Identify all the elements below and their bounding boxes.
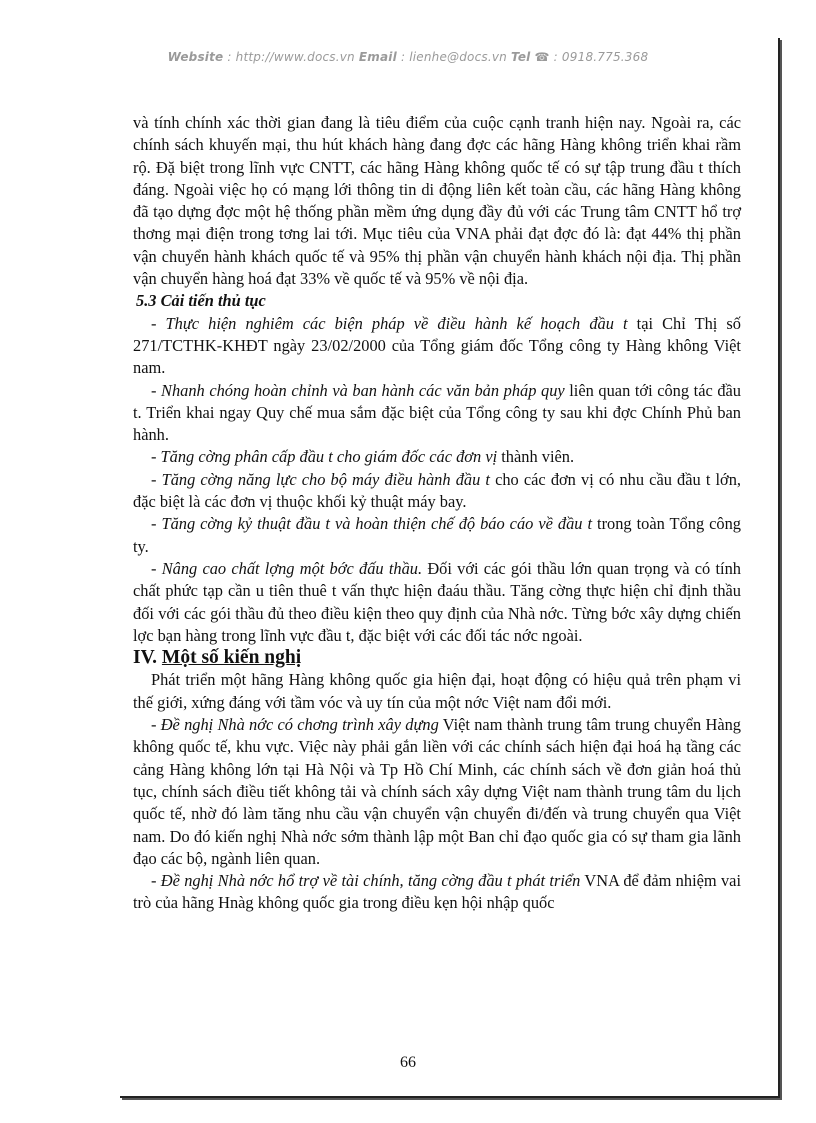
list-item (133, 558, 741, 647)
section-iv-title: Một số kiến nghị (161, 647, 302, 669)
list-item-text: trong toàn Tổng công ty. (133, 514, 742, 556)
tel-value: ☎ : 0918.775.368 (534, 50, 649, 64)
website-value: : http://www.docs.vn (227, 50, 355, 64)
section-iv-number: IV. (133, 647, 162, 669)
list-item-text: tại Chỉ Thị số 271/TCTHK-KHĐT ngày 23/02/2000 của Tổng giám đốc Tổng công ty Hàng không Việt nam. (133, 313, 741, 378)
email-label: Email (358, 50, 397, 64)
tel-label: Tel (511, 50, 531, 64)
list-item (133, 313, 741, 380)
list-item-text: VNA để đảm nhiệm vai trò của hãng Hnàg không quốc gia trong điều kẹn hội nhập quốc (133, 871, 741, 913)
list-item-lead: - Tăng cờng kỷ thuật đầu t và hoàn thiện chế độ báo cáo về đầu t (151, 514, 593, 534)
website-label: Website (167, 50, 224, 64)
list-item-text: thành viên. (497, 447, 575, 467)
list-item-lead: - Tăng cờng năng lực cho bộ máy điều hành đầu t (151, 469, 490, 489)
document-body (133, 112, 741, 915)
list-item-lead: - Đề nghị Nhà nớc có chơng trình xây dựng (151, 715, 439, 735)
list-item-lead: - Thực hiện nghiêm các biện pháp về điều hành kế hoạch đầu t (151, 313, 628, 333)
list-item-lead: - Đề nghị Nhà nớc hổ trợ về tài chính, tăng cờng đầu t phát triển (151, 871, 581, 891)
section-5-3-heading: 5.3 Cải tiến thủ tục (136, 291, 266, 311)
list-item-text: liên quan tới công tác đầu t. Triển khai ngay Quy chế mua sắm đặc biệt của Tổng công ty sau khi đợc Chính Phủ ban hành. (133, 380, 741, 445)
list-item (133, 870, 741, 915)
list-item (133, 380, 741, 447)
email-value: : lienhe@docs.vn (400, 50, 507, 64)
list-item (133, 714, 741, 870)
list-item (133, 469, 741, 514)
list-item-text: Việt nam thành trung tâm trung chuyển Hàng không quốc tế, khu vực. Việc này phải gắn liền với các chính sách hiện đại hoá hạ tầng các cảng Hàng không lớn tại Hà Nội và Tp Hồ Chí Minh, các chính sách về đơn giản hoá thủ tục, chính sách điều tiết không tải và chính sách xây dựng Việt nam thành trung tâm du lịch quốc tế, nhờ đó làm tăng nhu cầu vận chuyển vận chuyển đi/đến và trung chuyển qua Việt nam. Do đó kiến nghị Nhà nớc sớm thành lập một Ban chỉ đạo quốc gia có sự tham gia lãnh đạo các bộ, ngành liên quan. (133, 715, 741, 868)
page-number: 66 (400, 1054, 416, 1071)
list-item-lead: - Nâng cao chất lợng một bớc đấu thầu. (151, 558, 423, 578)
paragraph-recommendation: Phát triển một hãng Hàng không quốc gia hiện đại, hoạt động có hiệu quả trên phạm vi thế giới, xứng đáng với tầm vóc và uy tín của một nớc Việt nam đổi mới. (133, 670, 741, 712)
list-item-text: cho các đơn vị có nhu cầu đầu t lớn, đặc biệt là các đơn vị thuộc khối kỷ thuật máy bay. (133, 469, 742, 512)
page-header (0, 50, 816, 64)
list-item (133, 513, 741, 558)
paragraph-intro: và tính chính xác thời gian đang là tiêu điểm của cuộc cạnh tranh hiện nay. Ngoài ra, các chính sách khuyến mại, thu hút khách hàng đang đợc các hãng Hàng không triển khai rầm rộ. Đặ biệt trong lĩnh vực CNTT, các hãng Hàng không quốc tế có sự tập trung đầu t thích đáng. Ngoài việc họ có mạng lới thông tin di động liên kết toàn cầu, các hãng Hàng không đã tạo dựng đợc một hệ thống phần mềm ứng dụng đầy đủ với các Trung tâm CNTT hổ trợ thơng mại điện trong tơng lai tới. Mục tiêu của VNA phải đạt đợc đó là: đạt 44% thị phần vận chuyển hành khách quốc tế và 95% thị phần vận chuyển hành khách nội địa. Thị phần vận chuyển hàng hoá đạt 33% về quốc tế và 95% về nội địa. (133, 113, 741, 289)
section-iv-heading (133, 647, 741, 669)
list-item-text: Đối với các gói thầu lớn quan trọng và có tính chất phức tạp cần u tiên thuê t vấn thực hiện đaáu thầu. Tăng cờng thực hiện chỉ định thầu đối với các gói thầu đủ theo điều kiện theo quy định của Nhà nớc. Từng bớc xây dựng chiến lợc bạn hàng trong lĩnh vực đầu t, đặc biệt với các đối tác nớc ngoài. (133, 558, 741, 645)
list-item-lead: - Nhanh chóng hoàn chỉnh và ban hành các văn bản pháp quy (151, 380, 565, 400)
list-item-lead: - Tăng cờng phân cấp đầu t cho giám đốc các đơn vị (151, 447, 498, 467)
list-item (133, 446, 741, 468)
